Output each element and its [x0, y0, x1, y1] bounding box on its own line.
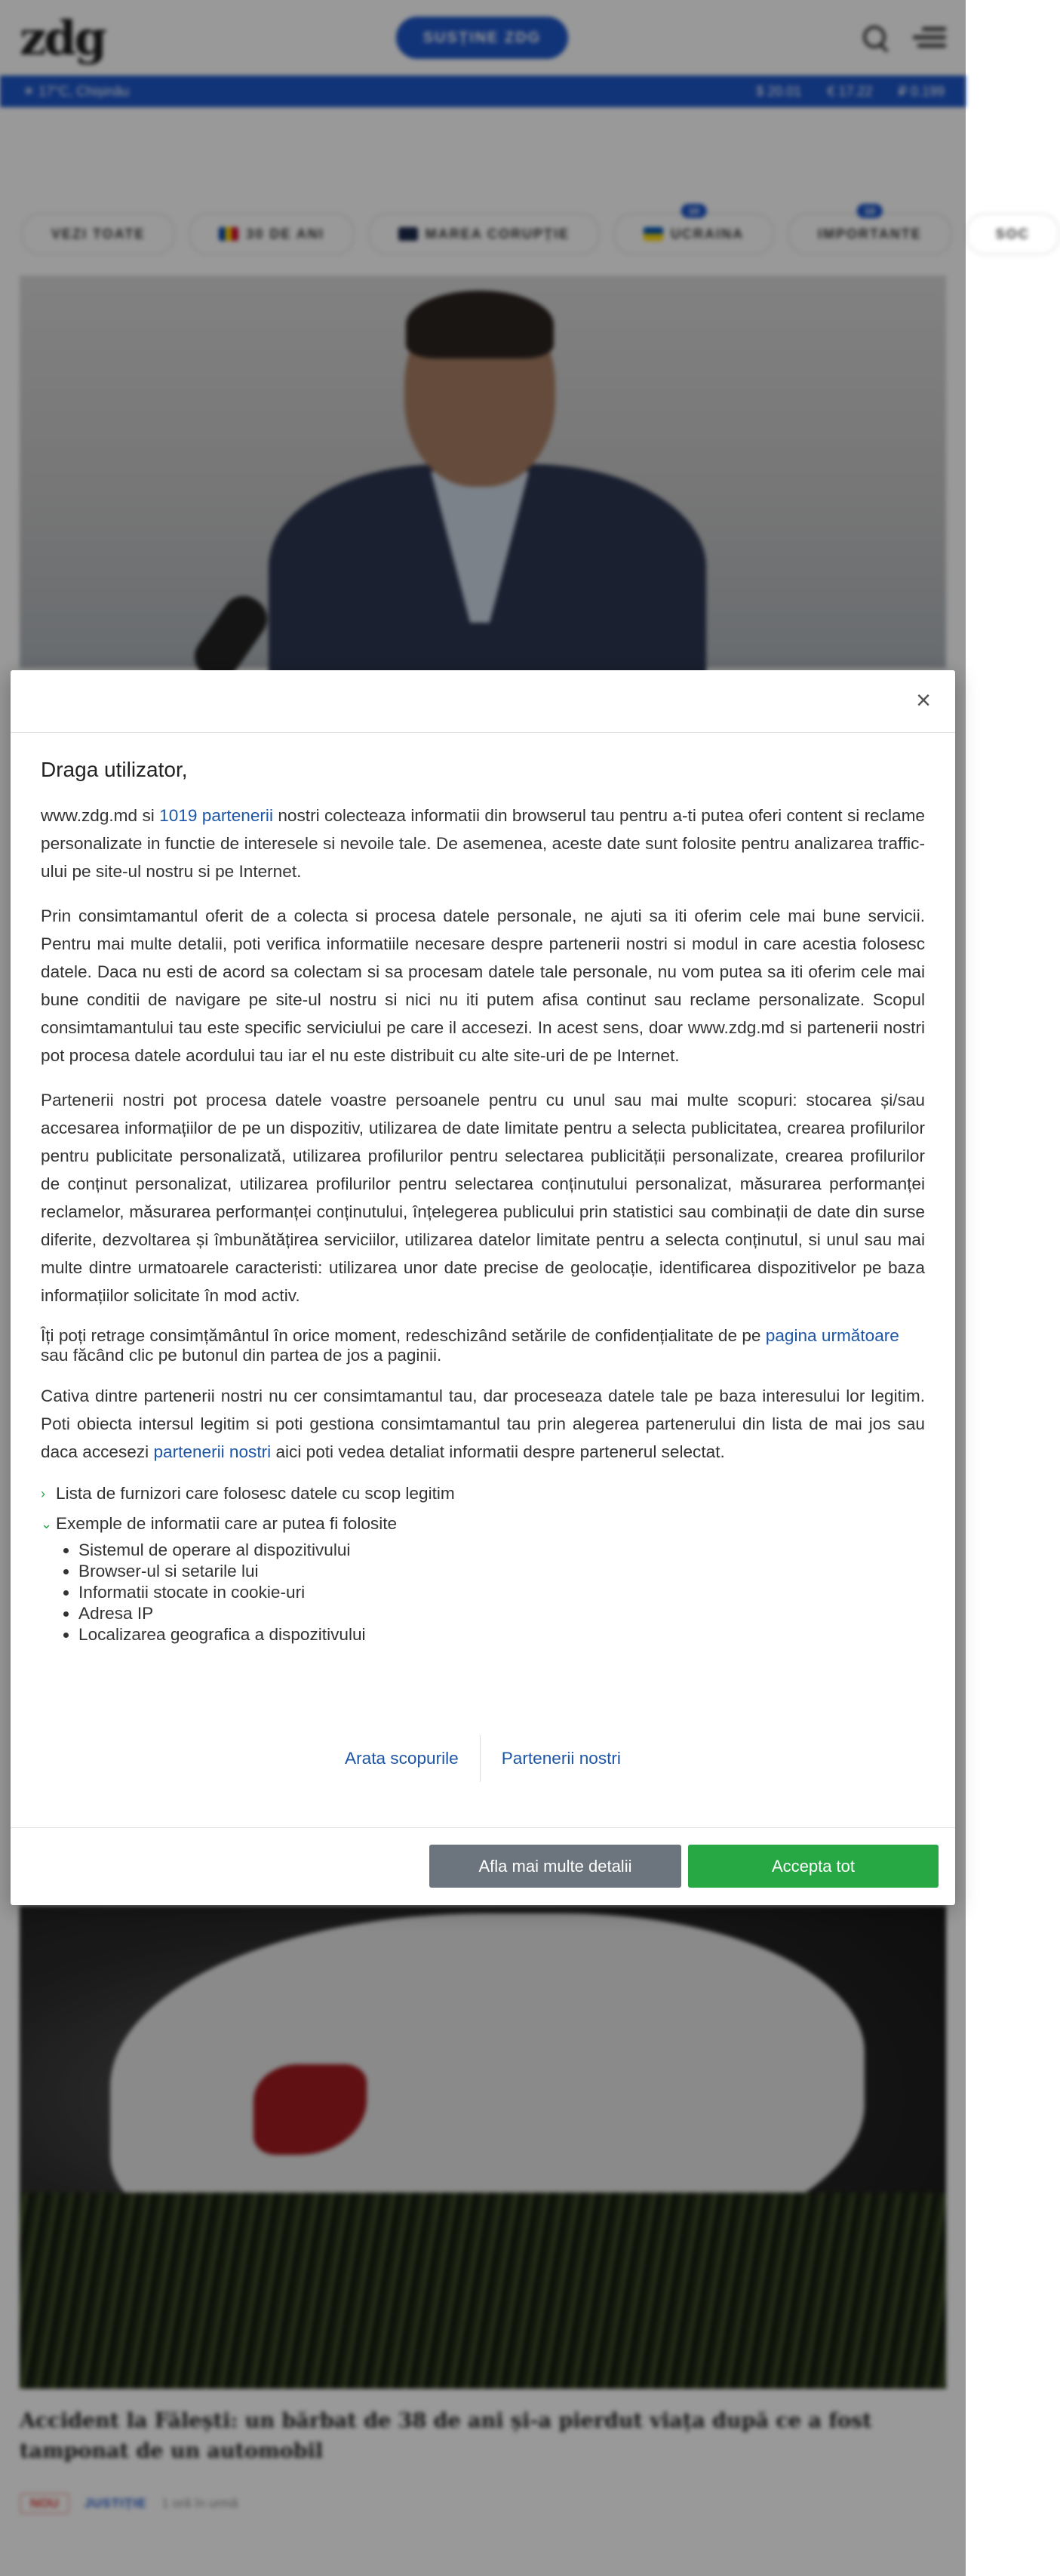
our-partners-link[interactable]: Partenerii nostri: [501, 1749, 621, 1768]
tag-more[interactable]: [966, 213, 1060, 255]
show-purposes-link[interactable]: Arata scopurile: [345, 1749, 459, 1768]
next-page-link[interactable]: pagina următoare: [765, 1326, 899, 1345]
new-badge: NOU: [20, 2493, 69, 2514]
rate-rub: ₽ 0.199: [898, 84, 945, 99]
dialog-header: [11, 670, 955, 733]
list-item: • Sistemul de operare al dispozitivului: [78, 1540, 925, 1561]
article-category[interactable]: JUSTIȚIE: [84, 2496, 147, 2510]
tag-label: 30 DE ANI: [246, 226, 324, 242]
rate-usd: $ 20.01: [756, 84, 802, 99]
tag-count-badge: 10: [681, 204, 706, 218]
legitimate-vendors-toggle[interactable]: [41, 1482, 925, 1505]
support-button[interactable]: SUSȚINE ZDG: [396, 17, 568, 59]
tag-label: VEZI TOATE: [51, 226, 146, 242]
partners-count-link[interactable]: 1019 partenerii: [159, 806, 273, 825]
chevron-down-icon: ⌄: [41, 1516, 53, 1531]
tag-label: UCRAINA: [671, 226, 745, 242]
dialog-links: [11, 1734, 955, 1783]
consent-paragraph-4: Îți poți retrage consimțământul în orice moment, redeschizând setările de confidențialitate de pe pagina următoare sau făcând clic pe butonul din partea de jos a paginii.: [41, 1326, 899, 1365]
our-partners-inline-link[interactable]: partenerii nostri: [153, 1442, 272, 1461]
toggle-label: Lista de furnizori care folosesc datele cu scop legitim: [56, 1484, 455, 1503]
close-icon[interactable]: ×: [916, 686, 931, 715]
tag-label: IMPORTANTE: [818, 226, 922, 242]
tag-label: SOC: [995, 226, 1030, 242]
list-item: • Adresa IP: [78, 1603, 925, 1624]
chevron-right-icon: ›: [41, 1486, 45, 1501]
consent-paragraph-5: Cativa dintre partenerii nostri nu cer consimtamantul tau, dar proceseaza datele tale pe baza interesului lor legitim. Poti obiecta intersul legitim si poti gestiona consimtamantul tau prin alegerea partenerului din lista de mai jos sau daca accesezi partenerii nostri aici poti vedea detaliat informatii despre partenerul selectat.: [41, 1386, 925, 1461]
dialog-footer: [11, 1827, 955, 1906]
consent-dialog: [11, 670, 955, 1905]
consent-paragraph-1: www.zdg.md si 1019 partenerii nostri colecteaza informatii din browserul tau pentru a-ti putea oferi content si reclame personalizate in functie de interesele si nevoile tale. De asemenea, aceste date sunt folosite pentru analizarea traffic-ului pe site-ul nostru si pe Internet.: [41, 806, 925, 881]
toggle-label: Exemple de informatii care ar putea fi folosite: [56, 1514, 398, 1533]
site-logo[interactable]: zdg: [20, 11, 105, 66]
dialog-body: [41, 755, 925, 1645]
accept-all-button[interactable]: Accepta tot: [688, 1845, 939, 1888]
article-time: 1 oră în urmă: [161, 2496, 238, 2510]
rate-eur: € 17.22: [827, 84, 873, 99]
list-item: • Browser-ul si setarile lui: [78, 1561, 925, 1582]
consent-paragraph-3: Partenerii nostri pot procesa datele voastre persoanele pentru cu unul sau mai multe scopuri: stocarea și/sau accesarea informațiilor de pe un dispozitiv, utilizarea de date limitate pentru a selecta publicitatea, crearea profilurilor pentru publicitate personalizată, utilizarea profilurilor pentru selectarea publicității personalizate, crearea profilurilor de conținut personalizat, utilizarea profilurilor pentru selectarea conținutului personalizat, măsurarea performanței reclamelor, măsurarea performanței conținutului, înțelegerea publicului prin statistici sau combinații de date din surse diferite, dezvoltarea și îmbunătățirea serviciilor, utilizarea datelor limitate pentru a selecta conținutul, si unul sau mai multe dintre urmatoarele caracteristi: utilizarea unor date precise de geolocație, identificarea dispozitivelor pe baza informațiilor solicitate în mod activ.: [41, 1091, 925, 1305]
tag-label: MAREA CORUPȚIE: [425, 226, 570, 242]
data-examples-list: [41, 1540, 925, 1645]
list-item: • Localizarea geografica a dispozitivului: [78, 1624, 925, 1645]
article-title[interactable]: Accident la Fălești: un bărbat de 38 de ani și-a pierdut viața după ce a fost tamponat de un automobil: [20, 2409, 872, 2463]
consent-paragraph-2: Prin consimtamantul oferit de a colecta si procesa datele personale, ne ajuti sa iti oferim cele mai bune servicii. Pentru mai multe detalii, poti verifica informatiile necesare despre partenerii nostri si modul in care acestia folosesc datele. Daca nu esti de acord sa colectam si sa procesam datele tale personale, nu vom putea sa iti oferim cele mai bune conditii de navigare pe site-ul nostru si nici nu iti putem afisa continut sau reclame personalizate. Scopul consimtamantului tau este specific serviciului pe care il accesezi. In acest sens, doar www.zdg.md si partenerii nostri pot procesa datele acordului tau iar el nu este distribuit cu alte site-uri de pe Internet.: [41, 906, 925, 1065]
data-examples-toggle[interactable]: [41, 1513, 925, 1535]
more-details-button[interactable]: Afla mai multe detalii: [429, 1845, 681, 1888]
dialog-heading: Draga utilizator,: [41, 758, 188, 781]
tag-count-badge: 10: [857, 204, 883, 218]
list-item: • Informatii stocate in cookie-uri: [78, 1582, 925, 1603]
weather-readout: ☀ 17°C, Chișinău: [23, 84, 130, 99]
